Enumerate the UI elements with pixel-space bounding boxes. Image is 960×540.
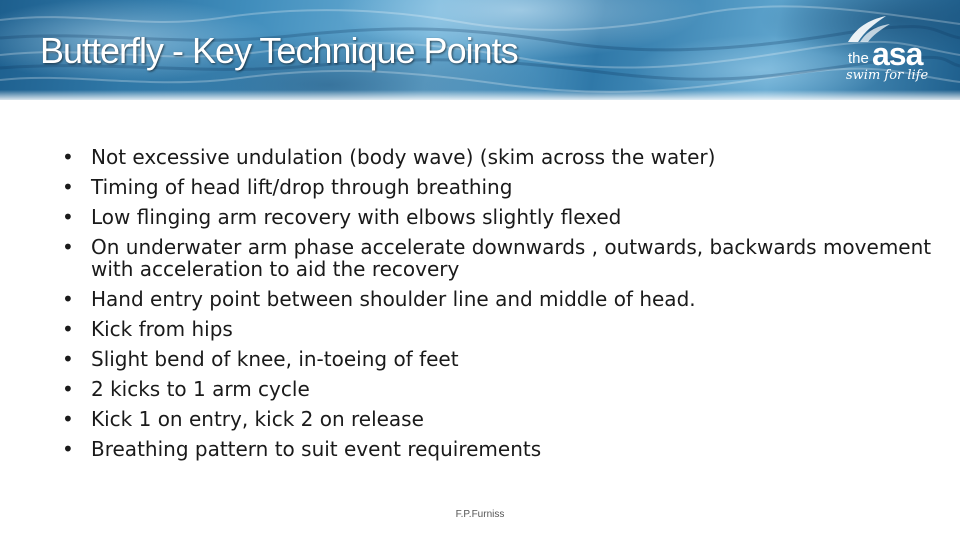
list-item [84,436,944,460]
list-item-text: • Not excessive undulation (body wave) (skim across the water) [91,145,716,169]
list-item-text: • 2 kicks to 1 arm cycle [91,377,310,401]
list-item [84,346,944,370]
list-item [84,316,944,340]
list-item [84,204,944,228]
list-item-text: • Kick from hips [91,317,233,341]
list-item [84,144,944,168]
list-item-text: • Hand entry point between shoulder line and middle of head. [91,287,696,311]
slide-title: Butterfly - Key Technique Points [40,30,518,71]
list-item-text: • On underwater arm phase accelerate downwards , outwards, backwards movement with acceleration to aid the recovery [91,235,932,281]
list-item [84,286,944,310]
asa-logo [842,14,942,84]
logo-name: asa [872,36,923,72]
banner-fade [0,90,960,100]
list-item-text: • Low flinging arm recovery with elbows slightly flexed [91,205,622,229]
list-item [84,406,944,430]
author-footer: F.P.Furniss [455,509,505,520]
list-item [84,174,944,198]
list-item-text: • Slight bend of knee, in-toeing of feet [91,347,459,371]
list-item-text: • Timing of head lift/drop through breathing [91,175,513,199]
list-item-text: • Breathing pattern to suit event requirements [91,437,542,461]
logo-prefix: the [848,50,869,67]
list-item-text: • Kick 1 on entry, kick 2 on release [91,407,424,431]
water-banner [0,0,960,100]
technique-list [84,144,944,466]
list-item [84,376,944,400]
list-item [84,234,944,280]
logo-tagline: swim for life [846,68,929,83]
